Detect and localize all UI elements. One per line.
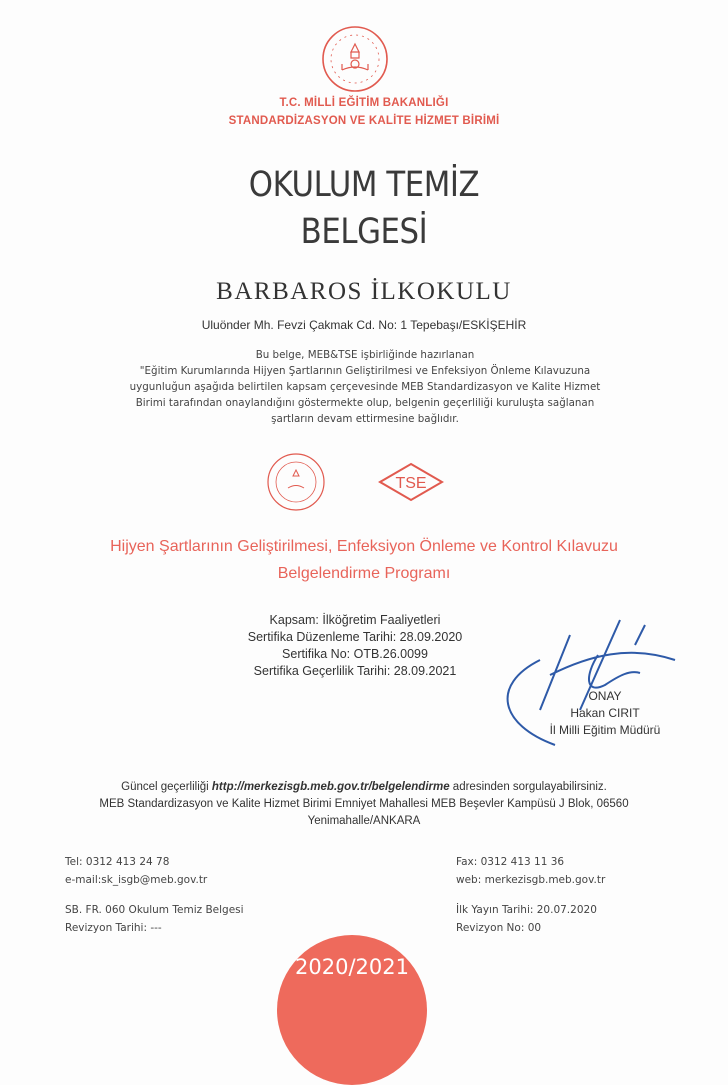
approver-title: İl Milli Eğitim Müdürü [549, 723, 661, 737]
statement-line: uygunluğun aşağıda belirtilen kapsam çerçevesinde MEB Standardizasyon ve Kalite Hizmet [129, 381, 601, 393]
program-title-line2: Belgelendirme Programı [277, 565, 451, 582]
statement-line: şartların devam ettirmesine bağlıdır. [271, 413, 459, 425]
ministry-name: T.C. MİLLİ EĞİTİM BAKANLIĞI [279, 97, 449, 109]
ministry-address-line1: MEB Standardizasyon ve Kalite Hizmet Birimi Emniyet Mahallesi MEB Beşevler Kampüsü J Blok, 06560 [99, 798, 629, 810]
approver-name: Hakan CIRIT [570, 706, 640, 720]
revision-number: Revizyon No: 00 [456, 922, 542, 934]
statement-line: "Eğitim Kurumlarında Hijyen Şartlarının Geliştirilmesi ve Enfeksiyon Önleme Kılavuzuna [139, 365, 591, 377]
unit-name: STANDARDİZASYON VE KALİTE HİZMET BİRİMİ [228, 115, 500, 127]
verify-link[interactable]: http://merkezisgb.meb.gov.tr/belgelendirme [211, 781, 450, 793]
revision-date: Revizyon Tarihi: --- [65, 922, 162, 934]
contact-right [456, 853, 605, 937]
fax: Fax: 0312 413 11 36 [456, 856, 565, 868]
issue-date: Sertifika Düzenleme Tarihi: 28.09.2020 [247, 630, 463, 644]
statement-paragraph [110, 347, 620, 427]
program-title-line1: Hijyen Şartlarının Geliştirilmesi, Enfeksiyon Önleme ve Kontrol Kılavuzu [110, 538, 618, 555]
first-publication-date: İlk Yayın Tarihi: 20.07.2020 [456, 904, 597, 916]
ministry-emblem-icon [320, 24, 390, 94]
year-badge: 2020/2021 [295, 955, 409, 979]
certificate-details [200, 612, 510, 680]
tse-text: TSE [395, 475, 427, 492]
statement-line: Bu belge, MEB&TSE işbirliğinde hazırlanan [255, 349, 475, 361]
validity-date: Sertifika Geçerlilik Tarihi: 28.09.2021 [253, 664, 457, 678]
certificate-title-line2: BELGESİ [300, 212, 428, 252]
form-code: SB. FR. 060 Okulum Temiz Belgesi [65, 904, 244, 916]
email: e-mail:sk_isgb@meb.gov.tr [65, 874, 208, 886]
certificate-number: Sertifika No: OTB.26.0099 [282, 647, 428, 661]
approval-block [530, 688, 680, 739]
verification-note [0, 779, 728, 796]
ministry-address-line2: Yenimahalle/ANKARA [307, 815, 421, 827]
school-name: BARBAROS İLKOKULU [216, 278, 512, 305]
verify-suffix: adresinden sorgulayabilirsiniz. [449, 781, 607, 793]
website: web: merkezisgb.meb.gov.tr [456, 874, 606, 886]
scope: Kapsam: İlköğretim Faaliyetleri [269, 613, 441, 627]
tse-logo [378, 462, 444, 502]
school-address: Uluönder Mh. Fevzi Çakmak Cd. No: 1 Tepebaşı/ESKİŞEHİR [201, 318, 527, 332]
meb-seal-icon [266, 452, 326, 512]
verify-prefix: Güncel geçerliliği [121, 781, 212, 793]
certificate-title-line1: OKULUM TEMİZ [248, 165, 480, 205]
tse-diamond-icon [378, 462, 444, 502]
approval-label: ONAY [588, 689, 622, 703]
contact-left [65, 853, 244, 937]
statement-line: Birimi tarafından onaylandığını göstermekte olup, belgenin geçerliliği kuruluşta sağlanan [135, 397, 595, 409]
phone: Tel: 0312 413 24 78 [65, 856, 170, 868]
